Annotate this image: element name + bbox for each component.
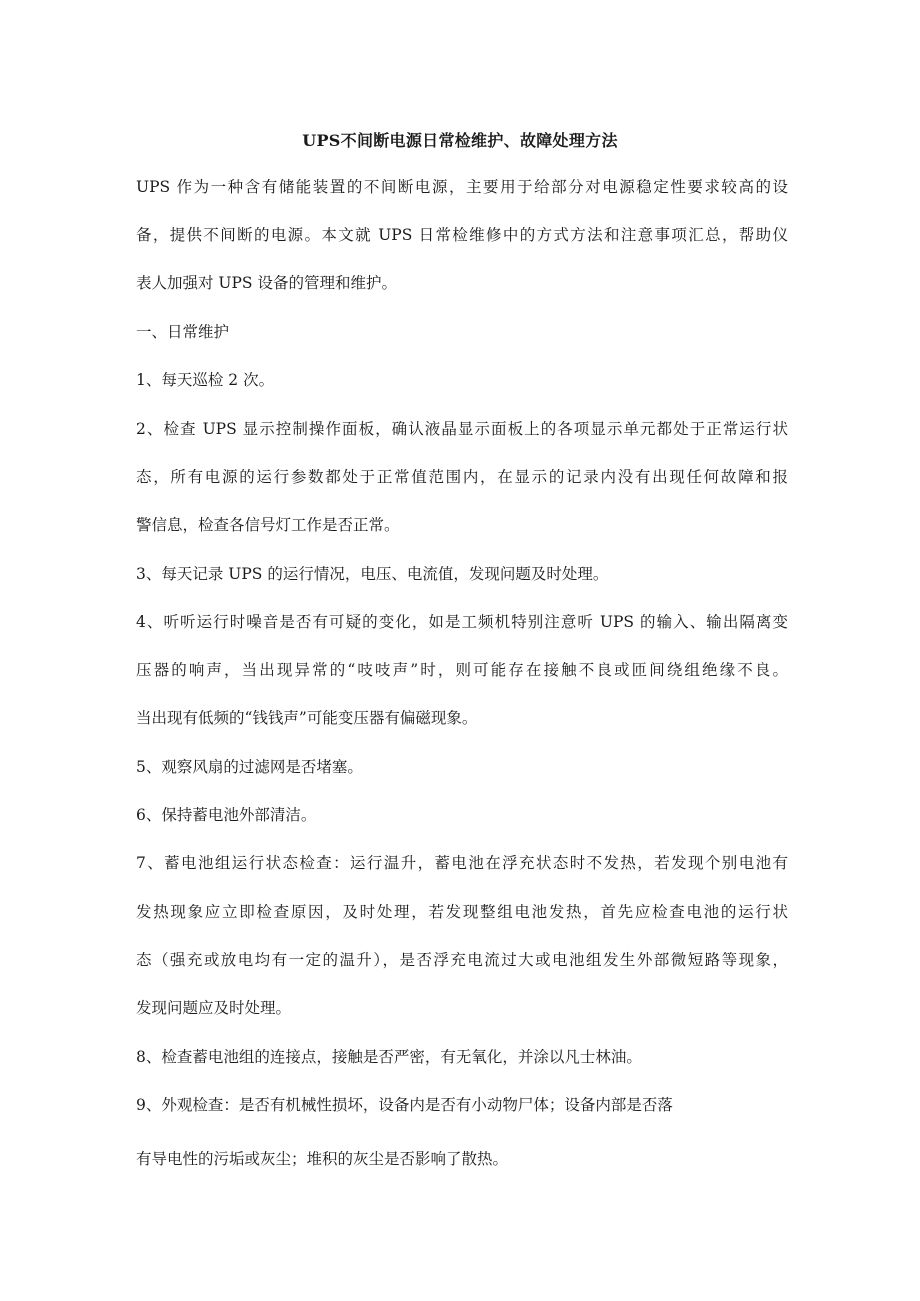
paragraph-line: 备，提供不间断的电源。本文就 UPS 日常检维修中的方式方法和注意事项汇总，帮助仪: [136, 226, 788, 244]
list-item: 5、观察风扇的过滤网是否堵塞。: [136, 758, 363, 776]
list-item: 8、检查蓄电池组的连接点，接触是否严密，有无氧化，并涂以凡士林油。: [136, 1048, 642, 1066]
document-title: UPS不间断电源日常检维护、故障处理方法: [302, 131, 618, 150]
section-heading: 一、日常维护: [136, 323, 230, 341]
list-item-continuation: 有导电性的污垢或灰尘；堆积的灰尘是否影响了散热。: [136, 1150, 509, 1168]
list-item: 4、听听运行时噪音是否有可疑的变化，如是工频机特别注意听 UPS 的输入、输出隔离变: [136, 613, 788, 631]
list-item-continuation: 当出现有低频的“钱钱声”可能变压器有偏磁现象。: [136, 709, 478, 727]
list-item-continuation: 发现问题应及时处理。: [136, 999, 292, 1017]
paragraph-line: 表人加强对 UPS 设备的管理和维护。: [136, 274, 397, 292]
list-item: 2、检查 UPS 显示控制操作面板，确认液晶显示面板上的各项显示单元都处于正常运行状: [136, 420, 788, 438]
list-item-continuation: 态（强充或放电均有一定的温升），是否浮充电流过大或电池组发生外部微短路等现象，: [136, 951, 788, 969]
paragraph-line: UPS 作为一种含有储能装置的不间断电源，主要用于给部分对电源稳定性要求较高的设: [136, 178, 788, 196]
list-item-continuation: 发热现象应立即检查原因，及时处理，若发现整组电池发热，首先应检查电池的运行状: [136, 903, 788, 921]
list-item: 6、保持蓄电池外部清洁。: [136, 806, 317, 824]
list-item: 7、蓄电池组运行状态检查：运行温升，蓄电池在浮充状态时不发热，若发现个别电池有: [136, 854, 788, 872]
list-item: 3、每天记录 UPS 的运行情况，电压、电流值，发现问题及时处理。: [136, 565, 609, 583]
list-item: 9、外观检查：是否有机械性损坏，设备内是否有小动物尸体；设备内部是否落: [136, 1096, 673, 1114]
list-item-continuation: 态，所有电源的运行参数都处于正常值范围内，在显示的记录内没有出现任何故障和报: [136, 468, 788, 486]
list-item-continuation: 压器的响声，当出现异常的“吱吱声”时，则可能存在接触不良或匝间绕组绝缘不良。: [136, 661, 788, 679]
list-item-continuation: 警信息，检查各信号灯工作是否正常。: [136, 516, 400, 534]
list-item: 1、每天巡检 2 次。: [136, 371, 275, 389]
